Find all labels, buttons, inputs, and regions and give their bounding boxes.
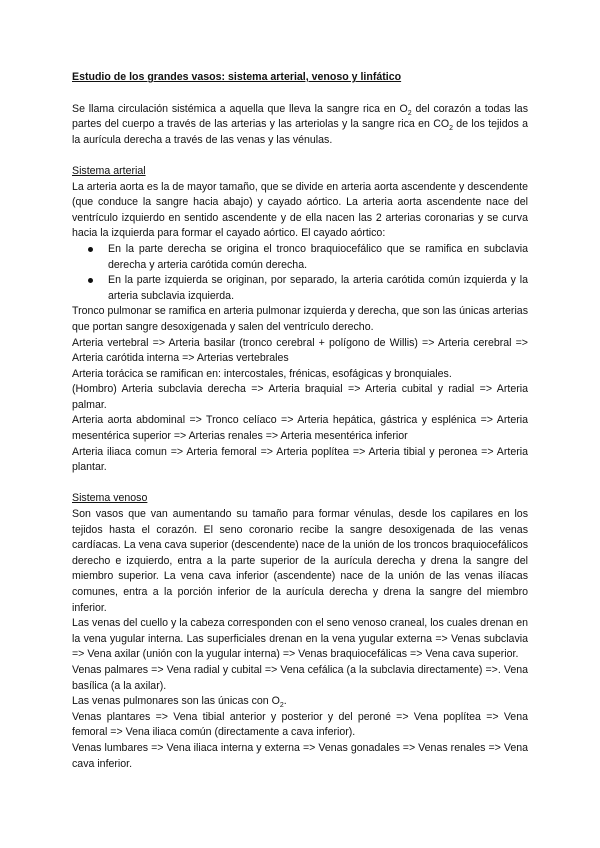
bullet-icon <box>88 247 93 252</box>
list-item <box>108 242 528 273</box>
arterial-line: Arteria iliaca comun => Arteria femoral => Arteria poplítea => Arteria tibial y peronea => Arteria plantar. <box>72 445 528 474</box>
arterial-intro: La arteria aorta es la de mayor tamaño, que se divide en arteria aorta ascendente y descendente (que conduce la sangre hacia abajo) y cayado aórtico. La arteria aorta ascendente nace del ventrículo izquierdo en sentido ascendente y de ella nacen las 2 arterias coronarias y se curva hacia la izquierda para formar el cayado aórtico. El cayado aórtico: <box>72 180 528 240</box>
list-item-text: En la parte derecha se origina el tronco braquiocefálico que se ramifica en subclavia derecha y arteria carótida común derecha. <box>108 242 528 271</box>
venoso-pulmonares-line <box>72 694 528 710</box>
list-item <box>108 273 528 304</box>
arterial-line: Arteria vertebral => Arteria basilar (tronco cerebral + polígono de Willis) => Arteria cerebral => Arteria carótida interna => Arterias vertebrales <box>72 336 528 365</box>
venoso-intro: Son vasos que van aumentando su tamaño para formar vénulas, desde los capilares en los tejidos hasta el corazón. El seno coronario recibe la sangre desoxigenada de las venas cardíacas. La vena cava superior (descendente) nace de la unión de los troncos braquiocefálicos derecho e izquierdo, entra a la parte superior de la aurícula derecha y drena la sangre del miembro superior. La vena cava inferior (ascendente) nace de la unión de las venas ilíacas comunes, entra a la porción inferior de la aurícula derecha y drena la sangre del miembro inferior. <box>72 508 528 614</box>
intro-text-1: Se llama circulación sistémica a aquella que lleva la sangre rica en O <box>72 102 408 115</box>
spacer <box>72 476 528 492</box>
pulmonares-text: Las venas pulmonares son las únicas con O <box>72 695 280 708</box>
pulmonares-subscript: 2 <box>279 702 284 710</box>
intro-subscript-1: 2 <box>407 109 412 117</box>
venoso-line: Venas palmares => Vena radial y cubital => Vena cefálica (a la subclavia directamente) =>. Vena basílica (a la axilar). <box>72 663 528 692</box>
arterial-line: Arteria torácica se ramifican en: intercostales, frénicas, esofágicas y bronquiales. <box>72 367 452 380</box>
bullet-icon <box>88 278 93 283</box>
arterial-line: Arteria aorta abdominal => Tronco celíaco => Arteria hepática, gástrica y esplénica => Arteria mesentérica superior => Arterias renales => Arteria mesentérica inferior <box>72 414 528 443</box>
intro-text-3: de los tejidos a la aurícula derecha a través de las venas y las vénulas. <box>72 118 528 146</box>
document-body <box>72 70 528 772</box>
venoso-line: Las venas del cuello y la cabeza corresponden con el seno venoso craneal, los cuales drenan en la vena yugular interna. Las superficiales drenan en la vena yugular externa => Venas subclavia => Vena axilar (unión con la yugular interna) => Venas braquiocefálicas => Vena cava superior. <box>72 617 528 661</box>
intro-text-2: del corazón a todas las partes del cuerpo a través de las arterias y las arteriolas y la sangre rica en CO <box>72 102 528 131</box>
arterial-line: (Hombro) Arteria subclavia derecha => Arteria braquial => Arteria cubital y radial => Arteria palmar. <box>72 383 528 411</box>
pulmonares-end: . <box>283 695 287 708</box>
venoso-line: Venas plantares => Vena tibial anterior y posterior y del peroné => Vena poplítea => Vena femoral => Vena iliaca común (directamente a cava inferior). <box>72 710 528 739</box>
arterial-line: Tronco pulmonar se ramifica en arteria pulmonar izquierda y derecha, que son las únicas arterias que portan sangre desoxigenada y salen del ventrículo derecho. <box>72 305 528 333</box>
list-item-text: En la parte izquierda se originan, por separado, la arteria carótida común izquierda y la arteria subclavia izquierda. <box>108 274 528 302</box>
section-heading-arterial: Sistema arterial <box>72 164 146 177</box>
page-title: Estudio de los grandes vasos: sistema arterial, venoso y linfático <box>72 71 402 83</box>
section-heading-venoso: Sistema venoso <box>72 492 148 505</box>
venoso-line: Venas lumbares => Vena iliaca interna y externa => Venas gonadales => Venas renales => Vena cava inferior. <box>72 741 528 770</box>
spacer <box>72 148 528 164</box>
arterial-bullet-list <box>72 242 528 304</box>
intro-subscript-2: 2 <box>449 125 453 133</box>
intro-paragraph <box>72 102 528 149</box>
